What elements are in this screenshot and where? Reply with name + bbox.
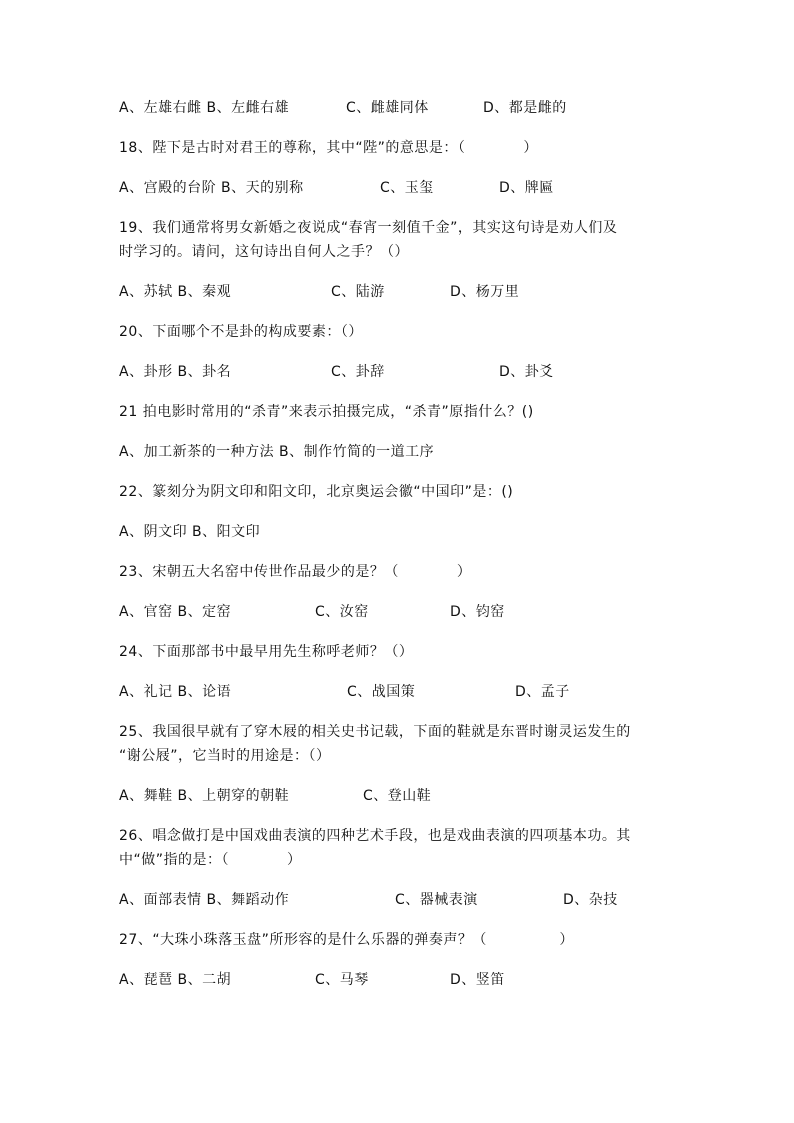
q20-option-d: D、卦爻	[499, 364, 554, 380]
q19-option-ab: A、苏轼 B、秦观	[119, 284, 232, 300]
q25-stem-line-2: “谢公屐”，它当时的用途是：（）	[119, 748, 331, 764]
q22-stem-line-1: 22、篆刻分为阴文印和阳文印，北京奥运会徽“中国印”是：()	[119, 484, 514, 500]
q17-option-c: C、雌雄同体	[346, 100, 429, 116]
q19-option-d: D、杨万里	[450, 284, 520, 300]
q25-stem-line-1: 25、我国很早就有了穿木屐的相关史书记载，下面的鞋就是东晋时谢灵运发生的	[119, 724, 631, 740]
q20-option-ab: A、卦形 B、卦名	[119, 364, 232, 380]
q18-option-d: D、牌匾	[499, 180, 554, 196]
q21-stem-line-1: 21 拍电影时常用的“杀青”来表示拍摄完成，“杀青”原指什么？()	[119, 404, 534, 420]
q27-option-ab: A、琵琶 B、二胡	[119, 972, 232, 988]
q18-option-c: C、玉玺	[380, 180, 434, 196]
q18-stem-line-1: 18、陛下是古时对君王的尊称，其中“陛”的意思是：（ ）	[119, 140, 538, 156]
q25-option-c: C、登山鞋	[363, 788, 432, 804]
q26-option-ab: A、面部表情 B、舞蹈动作	[119, 892, 290, 908]
q23-option-c: C、汝窑	[315, 604, 369, 620]
q18-option-ab: A、宫殿的台阶 B、天的别称	[119, 180, 304, 196]
q19-stem-line-2: 时学习的。请问，这句诗出自何人之手？（）	[119, 244, 409, 260]
q25-option-ab: A、舞鞋 B、上朝穿的朝鞋	[119, 788, 290, 804]
q24-stem-line-1: 24、下面那部书中最早用先生称呼老师？（）	[119, 644, 414, 660]
q27-option-d: D、竖笛	[450, 972, 505, 988]
q21-option-ab: A、加工新茶的一种方法 B、制作竹简的一道工序	[119, 444, 435, 460]
q24-option-c: C、战国策	[347, 684, 416, 700]
q20-stem-line-1: 20、下面哪个不是卦的构成要素：（）	[119, 324, 363, 340]
q20-option-c: C、卦辞	[331, 364, 385, 380]
q19-stem-line-1: 19、我们通常将男女新婚之夜说成“春宵一刻值千金”，其实这句诗是劝人们及	[119, 220, 618, 236]
q26-option-c: C、器械表演	[395, 892, 478, 908]
q23-option-ab: A、官窑 B、定窑	[119, 604, 232, 620]
q23-option-d: D、钧窑	[450, 604, 505, 620]
q23-stem-line-1: 23、宋朝五大名窑中传世作品最少的是？（ ）	[119, 564, 472, 580]
q26-stem-line-1: 26、唱念做打是中国戏曲表演的四种艺术手段，也是戏曲表演的四项基本功。其	[119, 828, 631, 844]
q26-stem-line-2: 中“做”指的是：（ ）	[119, 852, 302, 868]
q17-option-ab: A、左雄右雌 B、左雌右雄	[119, 100, 290, 116]
q19-option-c: C、陆游	[331, 284, 385, 300]
q24-option-d: D、孟子	[515, 684, 570, 700]
q27-option-c: C、马琴	[315, 972, 369, 988]
q26-option-d: D、杂技	[563, 892, 618, 908]
q27-stem-line-1: 27、“大珠小珠落玉盘”所形容的是什么乐器的弹奏声？（ ）	[119, 932, 574, 948]
q24-option-ab: A、礼记 B、论语	[119, 684, 232, 700]
q17-option-d: D、都是雌的	[483, 100, 567, 116]
q22-option-ab: A、阴文印 B、阳文印	[119, 524, 261, 540]
